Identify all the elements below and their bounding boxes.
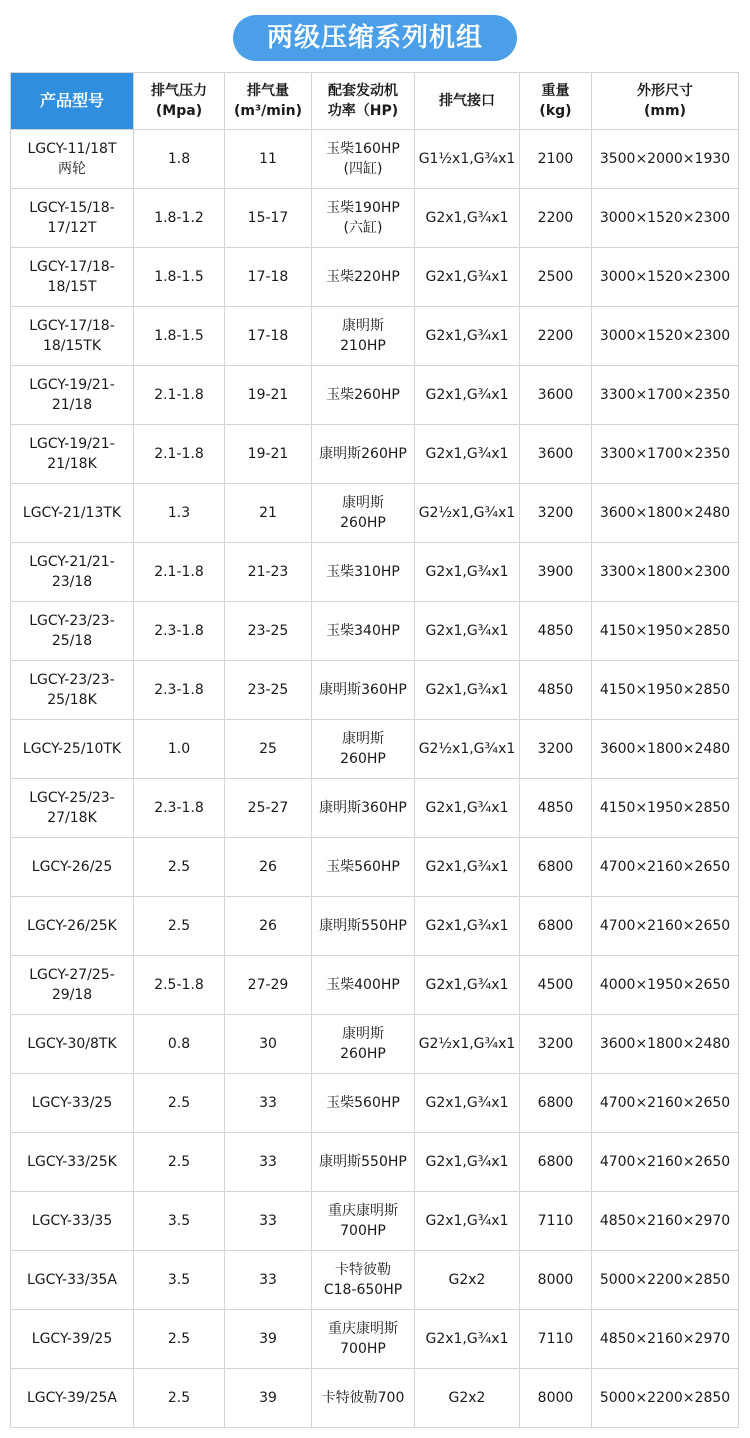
cell-pressure: 1.3 [134, 484, 225, 543]
cell-model: LGCY-33/35A [11, 1251, 134, 1310]
cell-dims: 4000×1950×2650 [592, 956, 739, 1015]
cell-weight: 2500 [520, 248, 592, 307]
cell-pressure: 2.3-1.8 [134, 779, 225, 838]
cell-weight: 3600 [520, 425, 592, 484]
cell-weight: 4850 [520, 602, 592, 661]
table-row [11, 1369, 739, 1428]
cell-flow: 21-23 [225, 543, 312, 602]
cell-flow: 21 [225, 484, 312, 543]
cell-dims: 3600×1800×2480 [592, 720, 739, 779]
cell-model: LGCY-15/18- 17/12T [11, 189, 134, 248]
cell-model: LGCY-19/21- 21/18 [11, 366, 134, 425]
cell-weight: 3200 [520, 484, 592, 543]
header-model: 产品型号 [11, 73, 134, 130]
cell-flow: 30 [225, 1015, 312, 1074]
cell-port: G2x2 [415, 1369, 520, 1428]
cell-engine: 康明斯 260HP [312, 1015, 415, 1074]
cell-weight: 8000 [520, 1251, 592, 1310]
cell-weight: 6800 [520, 1133, 592, 1192]
header-row [11, 73, 739, 130]
cell-weight: 6800 [520, 897, 592, 956]
cell-port: G2½x1,G¾x1 [415, 484, 520, 543]
cell-flow: 33 [225, 1133, 312, 1192]
table-row [11, 1074, 739, 1133]
cell-weight: 3900 [520, 543, 592, 602]
cell-engine: 玉柴560HP [312, 838, 415, 897]
table-row [11, 956, 739, 1015]
cell-pressure: 2.5 [134, 1369, 225, 1428]
cell-pressure: 2.3-1.8 [134, 602, 225, 661]
cell-dims: 4700×2160×2650 [592, 897, 739, 956]
spec-table [10, 72, 739, 1428]
cell-engine: 卡特彼勒 C18-650HP [312, 1251, 415, 1310]
cell-pressure: 2.5 [134, 897, 225, 956]
cell-port: G2x1,G¾x1 [415, 1133, 520, 1192]
cell-port: G2x1,G¾x1 [415, 307, 520, 366]
cell-pressure: 1.8-1.2 [134, 189, 225, 248]
cell-dims: 3300×1700×2350 [592, 366, 739, 425]
cell-engine: 玉柴220HP [312, 248, 415, 307]
cell-model: LGCY-25/23- 27/18K [11, 779, 134, 838]
table-row [11, 838, 739, 897]
table-row [11, 543, 739, 602]
cell-dims: 3600×1800×2480 [592, 484, 739, 543]
cell-engine: 玉柴560HP [312, 1074, 415, 1133]
cell-dims: 3000×1520×2300 [592, 307, 739, 366]
cell-engine: 康明斯 210HP [312, 307, 415, 366]
cell-port: G2x1,G¾x1 [415, 1192, 520, 1251]
cell-dims: 3000×1520×2300 [592, 248, 739, 307]
table-row [11, 779, 739, 838]
cell-dims: 4150×1950×2850 [592, 779, 739, 838]
cell-weight: 4850 [520, 779, 592, 838]
table-row [11, 602, 739, 661]
cell-pressure: 2.1-1.8 [134, 425, 225, 484]
cell-flow: 23-25 [225, 602, 312, 661]
header-pressure: 排气压力 (Mpa) [134, 73, 225, 130]
cell-engine: 玉柴310HP [312, 543, 415, 602]
cell-flow: 19-21 [225, 425, 312, 484]
cell-port: G2x1,G¾x1 [415, 838, 520, 897]
table-row [11, 248, 739, 307]
cell-weight: 6800 [520, 838, 592, 897]
cell-flow: 25 [225, 720, 312, 779]
cell-model: LGCY-21/21- 23/18 [11, 543, 134, 602]
cell-weight: 3200 [520, 1015, 592, 1074]
cell-model: LGCY-23/23- 25/18K [11, 661, 134, 720]
cell-flow: 17-18 [225, 307, 312, 366]
cell-port: G2½x1,G¾x1 [415, 720, 520, 779]
cell-port: G2x1,G¾x1 [415, 366, 520, 425]
cell-port: G2x1,G¾x1 [415, 779, 520, 838]
cell-weight: 4850 [520, 661, 592, 720]
header-port: 排气接口 [415, 73, 520, 130]
cell-model: LGCY-39/25A [11, 1369, 134, 1428]
table-row [11, 189, 739, 248]
table-row [11, 1192, 739, 1251]
cell-weight: 6800 [520, 1074, 592, 1133]
cell-engine: 康明斯 260HP [312, 720, 415, 779]
cell-pressure: 2.5 [134, 838, 225, 897]
cell-dims: 4700×2160×2650 [592, 1133, 739, 1192]
cell-flow: 15-17 [225, 189, 312, 248]
cell-port: G2½x1,G¾x1 [415, 1015, 520, 1074]
cell-model: LGCY-17/18- 18/15TK [11, 307, 134, 366]
cell-model: LGCY-11/18T 两轮 [11, 130, 134, 189]
cell-flow: 33 [225, 1251, 312, 1310]
cell-engine: 康明斯360HP [312, 661, 415, 720]
table-row [11, 1310, 739, 1369]
cell-port: G2x1,G¾x1 [415, 189, 520, 248]
cell-flow: 17-18 [225, 248, 312, 307]
cell-model: LGCY-39/25 [11, 1310, 134, 1369]
cell-weight: 2100 [520, 130, 592, 189]
cell-flow: 19-21 [225, 366, 312, 425]
cell-model: LGCY-30/8TK [11, 1015, 134, 1074]
cell-dims: 3500×2000×1930 [592, 130, 739, 189]
cell-port: G2x1,G¾x1 [415, 1310, 520, 1369]
cell-port: G1½x1,G¾x1 [415, 130, 520, 189]
cell-port: G2x1,G¾x1 [415, 1074, 520, 1133]
table-row [11, 130, 739, 189]
cell-engine: 玉柴260HP [312, 366, 415, 425]
table-row [11, 307, 739, 366]
cell-port: G2x1,G¾x1 [415, 897, 520, 956]
cell-dims: 4850×2160×2970 [592, 1192, 739, 1251]
cell-model: LGCY-21/13TK [11, 484, 134, 543]
cell-pressure: 2.1-1.8 [134, 543, 225, 602]
cell-pressure: 1.8 [134, 130, 225, 189]
cell-pressure: 3.5 [134, 1251, 225, 1310]
table-row [11, 1133, 739, 1192]
cell-port: G2x2 [415, 1251, 520, 1310]
table-row [11, 661, 739, 720]
cell-model: LGCY-23/23- 25/18 [11, 602, 134, 661]
cell-pressure: 3.5 [134, 1192, 225, 1251]
cell-model: LGCY-25/10TK [11, 720, 134, 779]
cell-pressure: 1.8-1.5 [134, 307, 225, 366]
cell-dims: 5000×2200×2850 [592, 1369, 739, 1428]
cell-weight: 3200 [520, 720, 592, 779]
cell-pressure: 2.1-1.8 [134, 366, 225, 425]
cell-pressure: 1.0 [134, 720, 225, 779]
cell-dims: 3000×1520×2300 [592, 189, 739, 248]
cell-pressure: 2.5 [134, 1310, 225, 1369]
cell-port: G2x1,G¾x1 [415, 661, 520, 720]
cell-dims: 3300×1800×2300 [592, 543, 739, 602]
cell-model: LGCY-33/25 [11, 1074, 134, 1133]
header-dims: 外形尺寸 (mm) [592, 73, 739, 130]
cell-flow: 33 [225, 1074, 312, 1133]
cell-weight: 2200 [520, 189, 592, 248]
cell-weight: 7110 [520, 1310, 592, 1369]
cell-weight: 4500 [520, 956, 592, 1015]
table-row [11, 484, 739, 543]
cell-model: LGCY-33/35 [11, 1192, 134, 1251]
cell-flow: 39 [225, 1369, 312, 1428]
table-row [11, 1015, 739, 1074]
cell-dims: 4700×2160×2650 [592, 838, 739, 897]
cell-model: LGCY-26/25K [11, 897, 134, 956]
cell-flow: 39 [225, 1310, 312, 1369]
cell-model: LGCY-19/21- 21/18K [11, 425, 134, 484]
cell-engine: 玉柴190HP (六缸) [312, 189, 415, 248]
cell-engine: 康明斯550HP [312, 897, 415, 956]
cell-port: G2x1,G¾x1 [415, 543, 520, 602]
cell-flow: 26 [225, 897, 312, 956]
cell-engine: 玉柴400HP [312, 956, 415, 1015]
cell-flow: 25-27 [225, 779, 312, 838]
cell-weight: 7110 [520, 1192, 592, 1251]
table-body [11, 130, 739, 1428]
cell-engine: 康明斯260HP [312, 425, 415, 484]
cell-port: G2x1,G¾x1 [415, 425, 520, 484]
cell-model: LGCY-17/18- 18/15T [11, 248, 134, 307]
cell-dims: 4150×1950×2850 [592, 602, 739, 661]
cell-flow: 11 [225, 130, 312, 189]
cell-model: LGCY-26/25 [11, 838, 134, 897]
header-weight: 重量 (kg) [520, 73, 592, 130]
cell-model: LGCY-27/25- 29/18 [11, 956, 134, 1015]
cell-engine: 玉柴340HP [312, 602, 415, 661]
cell-weight: 2200 [520, 307, 592, 366]
table-row [11, 897, 739, 956]
header-flow: 排气量 (m³/min) [225, 73, 312, 130]
header-engine: 配套发动机 功率（HP) [312, 73, 415, 130]
cell-port: G2x1,G¾x1 [415, 602, 520, 661]
cell-dims: 3600×1800×2480 [592, 1015, 739, 1074]
table-row [11, 425, 739, 484]
cell-pressure: 2.5 [134, 1074, 225, 1133]
cell-port: G2x1,G¾x1 [415, 956, 520, 1015]
cell-pressure: 2.3-1.8 [134, 661, 225, 720]
cell-flow: 27-29 [225, 956, 312, 1015]
table-row [11, 720, 739, 779]
cell-pressure: 1.8-1.5 [134, 248, 225, 307]
cell-weight: 8000 [520, 1369, 592, 1428]
cell-flow: 33 [225, 1192, 312, 1251]
cell-engine: 康明斯360HP [312, 779, 415, 838]
title-banner [0, 15, 750, 61]
cell-engine: 康明斯 260HP [312, 484, 415, 543]
cell-pressure: 2.5-1.8 [134, 956, 225, 1015]
cell-engine: 康明斯550HP [312, 1133, 415, 1192]
cell-model: LGCY-33/25K [11, 1133, 134, 1192]
cell-dims: 4850×2160×2970 [592, 1310, 739, 1369]
cell-engine: 玉柴160HP (四缸) [312, 130, 415, 189]
cell-dims: 3300×1700×2350 [592, 425, 739, 484]
cell-pressure: 2.5 [134, 1133, 225, 1192]
cell-flow: 26 [225, 838, 312, 897]
cell-port: G2x1,G¾x1 [415, 248, 520, 307]
page-title: 两级压缩系列机组 [233, 15, 517, 61]
cell-dims: 4700×2160×2650 [592, 1074, 739, 1133]
cell-engine: 重庆康明斯 700HP [312, 1192, 415, 1251]
cell-dims: 4150×1950×2850 [592, 661, 739, 720]
cell-engine: 重庆康明斯 700HP [312, 1310, 415, 1369]
cell-pressure: 0.8 [134, 1015, 225, 1074]
table-row [11, 1251, 739, 1310]
cell-weight: 3600 [520, 366, 592, 425]
table-row [11, 366, 739, 425]
cell-flow: 23-25 [225, 661, 312, 720]
cell-engine: 卡特彼勒700 [312, 1369, 415, 1428]
cell-dims: 5000×2200×2850 [592, 1251, 739, 1310]
